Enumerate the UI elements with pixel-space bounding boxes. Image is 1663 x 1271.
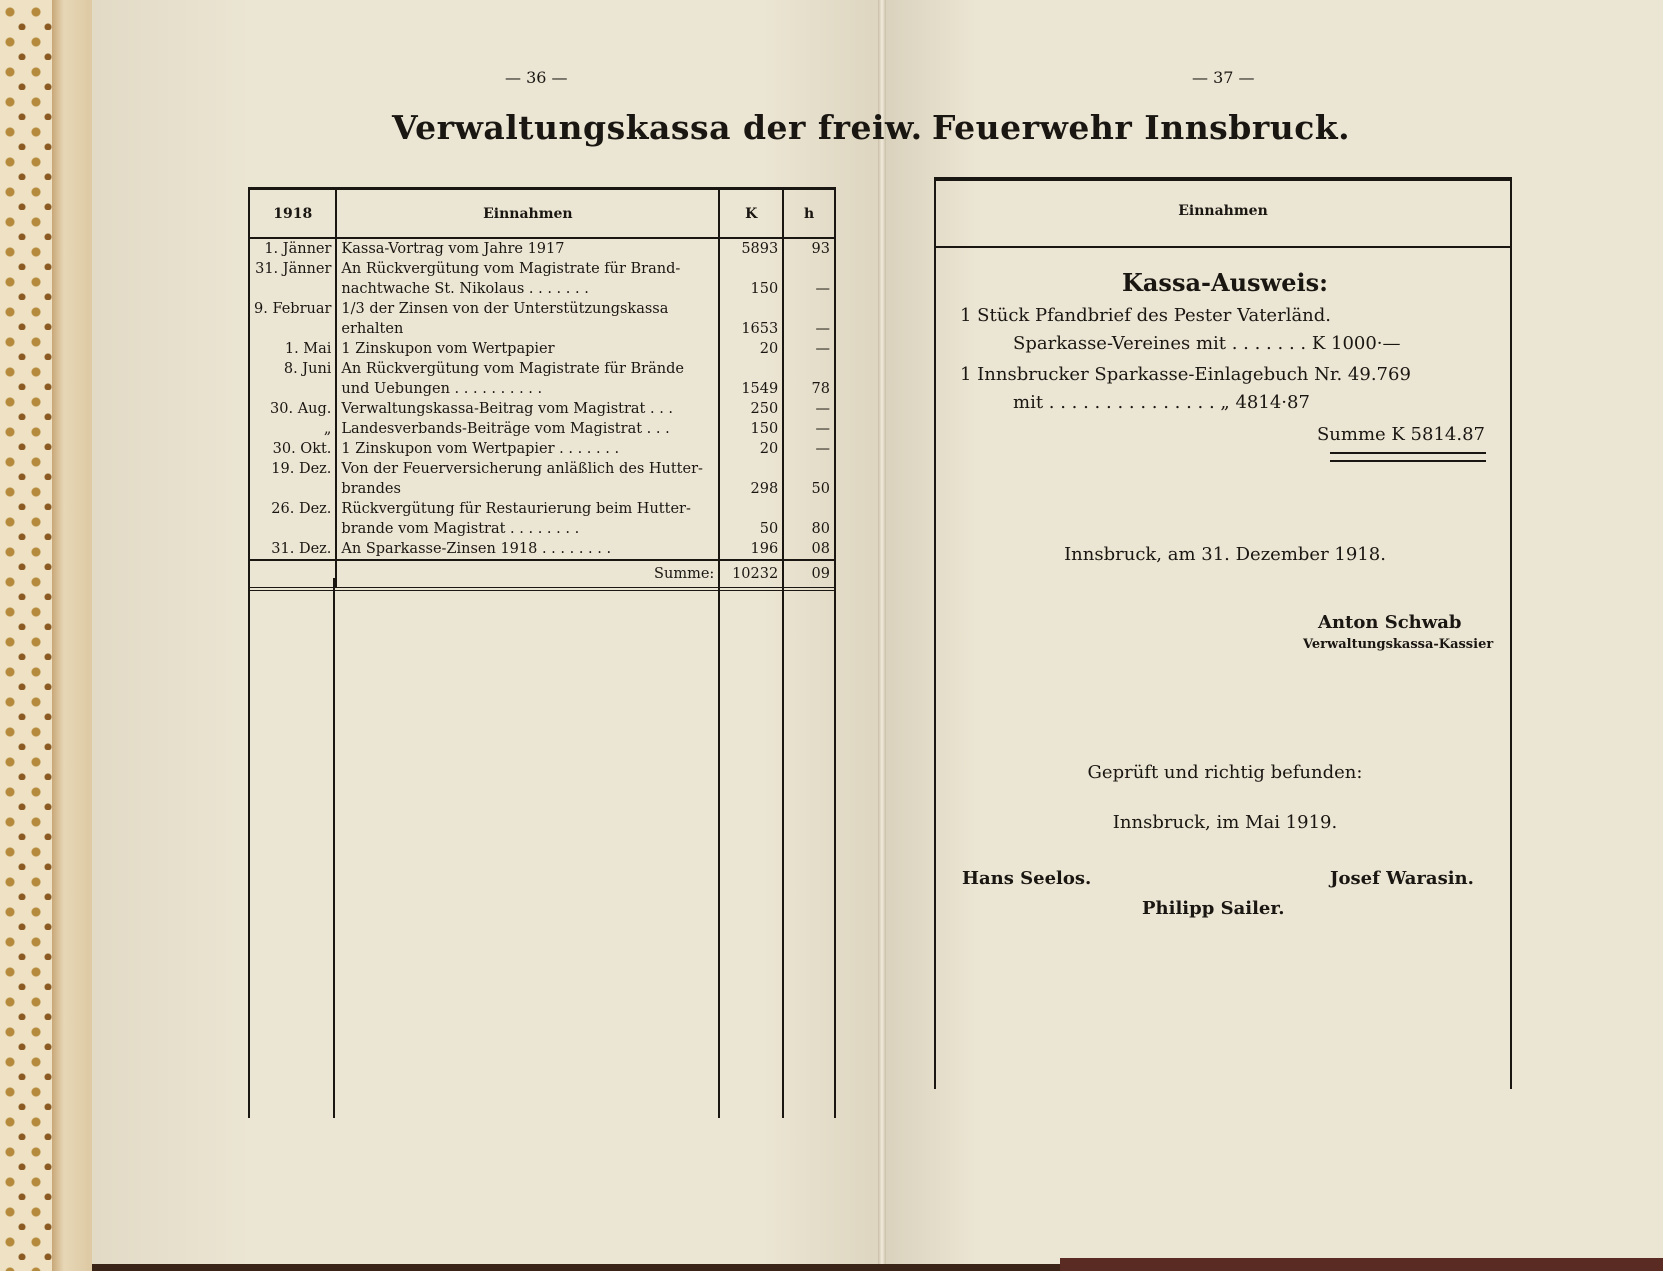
table-row bbox=[249, 299, 835, 339]
row-kronen: 20 bbox=[719, 339, 783, 359]
page-heading-left: Verwaltungskassa der freiw. bbox=[392, 108, 923, 147]
row-date: 9. Februar bbox=[249, 299, 336, 339]
book-cover-edge bbox=[1060, 1258, 1663, 1271]
row-description: 1 Zinskupon vom Wertpapier bbox=[336, 339, 719, 359]
decorative-book-edge bbox=[0, 0, 52, 1271]
row-heller: 50 bbox=[783, 459, 835, 499]
kassa-title: Kassa-Ausweis: bbox=[1122, 268, 1328, 297]
audit-text: Geprüft und richtig befunden: bbox=[1087, 762, 1363, 783]
row-date: 8. Juni bbox=[249, 359, 336, 399]
sum-kronen: 10232 bbox=[719, 560, 783, 589]
table-row bbox=[249, 399, 835, 419]
row-heller: — bbox=[783, 339, 835, 359]
auditor-2: Josef Warasin. bbox=[1330, 868, 1474, 889]
row-date: 1. Mai bbox=[249, 339, 336, 359]
table-row bbox=[249, 459, 835, 499]
col-heller: h bbox=[783, 189, 835, 239]
row-date: 30. Aug. bbox=[249, 399, 336, 419]
row-description: Landesverbands-Beiträge vom Magistrat . . . bbox=[336, 419, 719, 439]
auditor-1: Hans Seelos. bbox=[962, 868, 1092, 889]
table-rules-below bbox=[248, 578, 836, 1118]
page-number-right: — 37 — bbox=[1192, 68, 1255, 87]
col-kronen: K bbox=[719, 189, 783, 239]
asset-line-2b: mit . . . . . . . . . . . . . . . „ 4814·87 bbox=[1013, 392, 1310, 413]
table-header-row bbox=[249, 189, 835, 239]
row-description: An Sparkasse-Zinsen 1918 . . . . . . . . bbox=[336, 539, 719, 560]
row-heller: 93 bbox=[783, 238, 835, 259]
asset-line-1b: Sparkasse-Vereines mit . . . . . . . K 1000·— bbox=[1013, 333, 1401, 354]
table-row bbox=[249, 539, 835, 560]
row-heller: — bbox=[783, 259, 835, 299]
auditor-3: Philipp Sailer. bbox=[1142, 898, 1285, 919]
total-double-rule bbox=[1330, 452, 1486, 462]
row-kronen: 196 bbox=[719, 539, 783, 560]
right-table-header: Einnahmen bbox=[1178, 203, 1268, 219]
row-description: 1/3 der Zinsen von der Unterstützungskassa erhalten bbox=[336, 299, 719, 339]
table-row bbox=[249, 238, 835, 259]
row-description: An Rückvergütung vom Magistrate für Brand-nachtwache St. Nikolaus . . . . . . . bbox=[336, 259, 719, 299]
table-row bbox=[249, 419, 835, 439]
row-date: 1. Jänner bbox=[249, 238, 336, 259]
asset-total: Summe K 5814.87 bbox=[1316, 424, 1485, 445]
row-heller: — bbox=[783, 299, 835, 339]
sum-label: Summe: bbox=[336, 560, 719, 589]
row-date: „ bbox=[249, 419, 336, 439]
row-date: 19. Dez. bbox=[249, 459, 336, 499]
row-kronen: 5893 bbox=[719, 238, 783, 259]
row-heller: 80 bbox=[783, 499, 835, 539]
row-description: Von der Feuerversicherung anläßlich des Hutter-brandes bbox=[336, 459, 719, 499]
asset-line-1a: 1 Stück Pfandbrief des Pester Vaterländ. bbox=[960, 305, 1332, 326]
row-kronen: 1653 bbox=[719, 299, 783, 339]
col-description: Einnahmen bbox=[336, 189, 719, 239]
row-date: 31. Jänner bbox=[249, 259, 336, 299]
row-description: An Rückvergütung vom Magistrate für Brände und Uebungen . . . . . . . . . . bbox=[336, 359, 719, 399]
page-edge-stack bbox=[52, 0, 92, 1271]
page-heading-right: Feuerwehr Innsbruck. bbox=[932, 108, 1351, 147]
row-heller: 78 bbox=[783, 359, 835, 399]
audit-date: Innsbruck, im Mai 1919. bbox=[1112, 812, 1338, 833]
place-date: Innsbruck, am 31. Dezember 1918. bbox=[1064, 544, 1386, 565]
row-kronen: 50 bbox=[719, 499, 783, 539]
row-description: Verwaltungskassa-Beitrag vom Magistrat . . . bbox=[336, 399, 719, 419]
row-date: 31. Dez. bbox=[249, 539, 336, 560]
row-heller: 08 bbox=[783, 539, 835, 560]
row-description: 1 Zinskupon vom Wertpapier . . . . . . . bbox=[336, 439, 719, 459]
row-heller: — bbox=[783, 399, 835, 419]
row-kronen: 20 bbox=[719, 439, 783, 459]
signer-role: Verwaltungskassa-Kassier bbox=[1303, 637, 1494, 652]
row-kronen: 150 bbox=[719, 259, 783, 299]
row-heller: — bbox=[783, 419, 835, 439]
row-description: Kassa-Vortrag vom Jahre 1917 bbox=[336, 238, 719, 259]
row-kronen: 150 bbox=[719, 419, 783, 439]
table-row bbox=[249, 259, 835, 299]
book-spine bbox=[878, 0, 886, 1264]
table-row bbox=[249, 439, 835, 459]
income-table bbox=[248, 187, 836, 591]
sum-heller: 09 bbox=[783, 560, 835, 589]
row-date: 30. Okt. bbox=[249, 439, 336, 459]
asset-line-2a: 1 Innsbrucker Sparkasse-Einlagebuch Nr. 49.769 bbox=[960, 364, 1411, 385]
row-kronen: 298 bbox=[719, 459, 783, 499]
signer-name: Anton Schwab bbox=[1318, 612, 1462, 633]
row-description: Rückvergütung für Restaurierung beim Hutter-brande vom Magistrat . . . . . . . . bbox=[336, 499, 719, 539]
row-kronen: 1549 bbox=[719, 359, 783, 399]
col-year: 1918 bbox=[249, 189, 336, 239]
row-date: 26. Dez. bbox=[249, 499, 336, 539]
table-row bbox=[249, 339, 835, 359]
table-row bbox=[249, 499, 835, 539]
row-heller: — bbox=[783, 439, 835, 459]
row-kronen: 250 bbox=[719, 399, 783, 419]
page-number-left: — 36 — bbox=[505, 68, 568, 87]
table-row bbox=[249, 359, 835, 399]
